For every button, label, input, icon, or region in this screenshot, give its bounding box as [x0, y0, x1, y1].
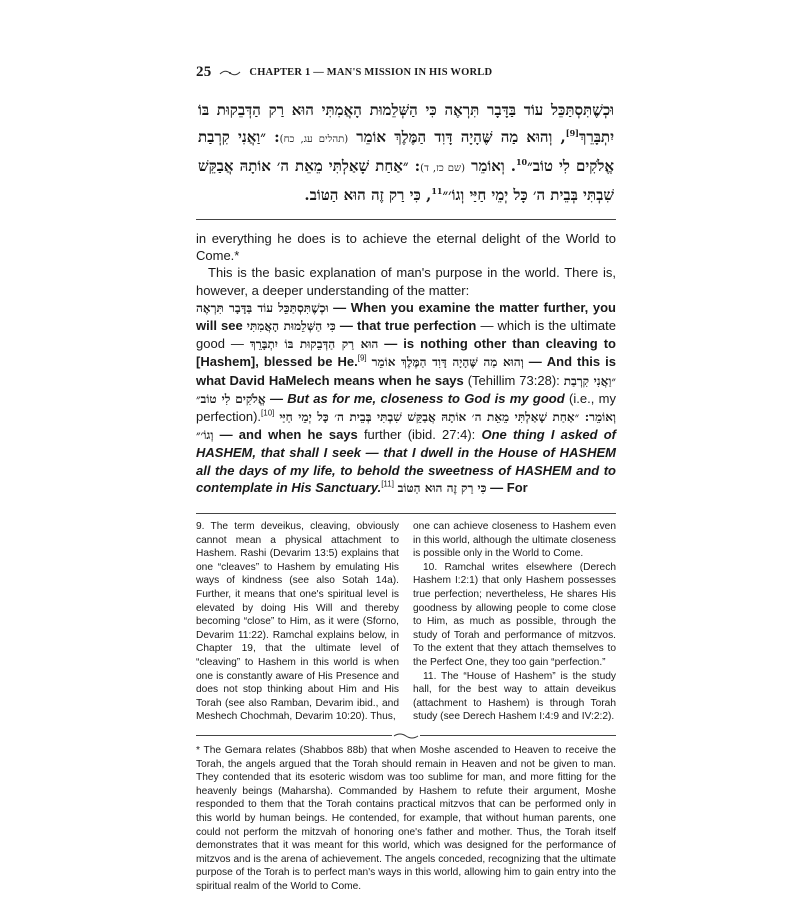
footnote-divider [196, 732, 616, 740]
hebrew-phrase: וּכְשֶׁתִּסְתַּכֵּל עוֹד בַּדָּבָר תִּרְאֶה [196, 300, 329, 315]
hebrew-text: , כִּי רַק זֶה הוּא הַטּוֹב. [304, 186, 432, 204]
hebrew-phrase: כִּי הַשְּׁלֵמוּת הָאֲמִתִּי [246, 319, 336, 334]
english-gloss: — For [486, 479, 528, 495]
hebrew-text: : ״אַחַת שָׁאַלְתִּי מֵאֵת ה׳ אוֹתָהּ אֲבַקֵּשׁ שִׁבְתִּי בְּבֵית ה׳ כָּל יְמֵי חַיַּי וְגוֹ׳״ [198, 157, 614, 204]
translation-paragraph: This is the basic explanation of man's purpose in the world. There is, however, a deeper understanding of the matter: [196, 265, 616, 298]
english-gloss: — and when he says [213, 427, 358, 443]
ref-10: [10] [261, 408, 275, 418]
english-gloss: — And this is what David HaMelech means when he says [196, 354, 616, 388]
footnote-11: 11. The “House of Hashem” is the study hall, for the best way to attain deveikus (attachment to Hashem) is through Torah study (see Derech Hashem I:4:9 and IV:2:2). [413, 670, 616, 723]
hebrew-phrase: ״וַאֲנִי קִרְבַת אֱלֹקִים לִי טוֹב״ [196, 373, 616, 406]
ref-9: [9] [565, 128, 579, 138]
ref-9: [9] [357, 354, 367, 364]
book-page [196, 64, 616, 904]
hebrew-text: וּכְשֶׁתִּסְתַּכֵּל עוֹד בַּדָּבָר תִּרְאֶה כִּי הַשְּׁלֵמוּת הָאֲמִתִּי הוּא רַק הַדְּבֵקוּת בּוֹ יִתְבָּרֵךְ [198, 101, 614, 146]
footnote-10: 10. Ramchal writes elsewhere (Derech Hashem I:2:1) that only Hashem possesses true perfection; nevertheless, He shares His goodness by allowing people to come close to Him, as much as possible, through the study of Torah and performance of mitzvos. To the extent that they attach themselves to the Perfect One, they too gain “perfection.” [413, 561, 616, 668]
star-footnote: * The Gemara relates (Shabbos 88b) that when Moshe ascended to Heaven to receive the Torah, the angels argued that the Torah should remain in Heaven and not be given to man. They contended that its esoteric wisdom was too sublime for man, and more fitting for the heavenly beings (Maharsha). Commanded by Hashem to refute their argument, Moshe responded to them that the Torah contains practical mitzvos that can be performed only in this world by human beings. He contended, for example, that without human parents, one could not perform the mitzvah of honoring one's father and mother. Thus, the Torah itself demonstrates that it was meant for this world, which was designed for the performance of mitzvos and is the arena of achievement. The angels conceded, recognizing that the ultimate purpose of the Torah is to perfect man's ways in this world, allowing him to gain entry into the spiritual realm of the World to Come. [196, 744, 616, 892]
divider-ornament-icon [392, 732, 420, 740]
page-number: 25 [196, 64, 212, 80]
hebrew-text: : ״וַאֲנִי קִרְבַת אֱלֹקִים לִי טוֹב״ [198, 128, 614, 175]
running-title: CHAPTER 1 — MAN'S MISSION IN HIS WORLD [249, 67, 493, 78]
ref-10: 10 [515, 157, 528, 167]
english-gloss: — When you examine the matter further, you will see [196, 299, 616, 334]
hebrew-text: , וְהוּא מַה שֶּׁהָיָה דָּוִד הַמֶּלֶךְ אוֹמֵר [356, 128, 566, 146]
translation-paragraph [196, 299, 616, 497]
hebrew-phrase: וְהוּא מַה שֶּׁהָיָה דָּוִד הַמֶּלֶךְ אוֹמֵר [371, 355, 524, 370]
hebrew-text: . וְאוֹמֵר [471, 157, 516, 175]
translation-line: in everything he does is to achieve the eternal delight of the World to Come.* [196, 231, 616, 264]
hebrew-source-ref: (תהלים עג, כח) [279, 134, 349, 145]
running-head [196, 64, 616, 83]
footnote-9: 9. The term deveikus, cleaving, obviously cannot mean a physical attachment to Hashem. Rashi (Devarim 13:5) explains that one “cleaves” to Hashem by emulating His ways of kindness (see also Sotah 14a). Further, it means that one's spiritual level is elevated by doing His Will and thereby becoming “close” to Him, as it were (Sforno, Devarim 11:22). Ramchal explains below, in Chapter 19, that the ultimate level of “cleaving” to Hashem in this world is when one is constantly aware of His Presence and does not stop thinking about Him and His Torah (see also Ramban, Devarim ibid., and Meshech Chochmah, Devarim 10:20). Thus, [196, 521, 399, 723]
english-gloss: — which is the ultimate good — [196, 318, 616, 352]
ornament-icon [219, 68, 241, 78]
english-gloss: — is nothing other than cleaving to [Hashem], blessed be He. [196, 336, 616, 370]
hebrew-phrase: וְאוֹמֵר: ״אַחַת שָׁאַלְתִּי מֵאֵת ה׳ אוֹתָהּ אֲבַקֵּשׁ שִׁבְתִּי בְּבֵית ה׳ כָּל יְמֵי חַיַּי וְגוֹ׳״ [196, 410, 616, 443]
english-gloss: (Tehillim 73:28): [463, 372, 564, 388]
footnotes [196, 513, 616, 724]
english-gloss: further (ibid. 27:4): [357, 427, 482, 443]
footnote-9-continued: one can achieve closeness to Hashem even in this world, although the ultimate closeness is possible only in the World to Come. [413, 521, 616, 560]
hebrew-phrase: כִּי רַק זֶה הוּא הַטּוֹב [397, 480, 487, 495]
footnote-column-left [196, 520, 399, 724]
english-gloss: — that true perfection [335, 318, 477, 334]
english-gloss: (i.e., my perfection). [196, 390, 616, 425]
ref-11: [11] [381, 479, 394, 489]
hebrew-source-ref: (שם כז, ד) [420, 163, 466, 174]
english-gloss: — But as for me, closeness to God is my good [265, 390, 565, 406]
ref-11: 11 [431, 186, 443, 196]
hebrew-source-text [196, 97, 616, 220]
translation [196, 230, 616, 497]
hebrew-phrase: הוּא רַק הַדְּבֵקוּת בּוֹ יִתְבָּרֵךְ [249, 337, 379, 352]
footnote-column-right [413, 520, 616, 724]
english-gloss: One thing I asked of HASHEM, that shall I seek — that I dwell in the House of HASHEM all the days of my life, to behold the sweetness of HASHEM and to contemplate in His Sanctuary. [196, 427, 616, 495]
